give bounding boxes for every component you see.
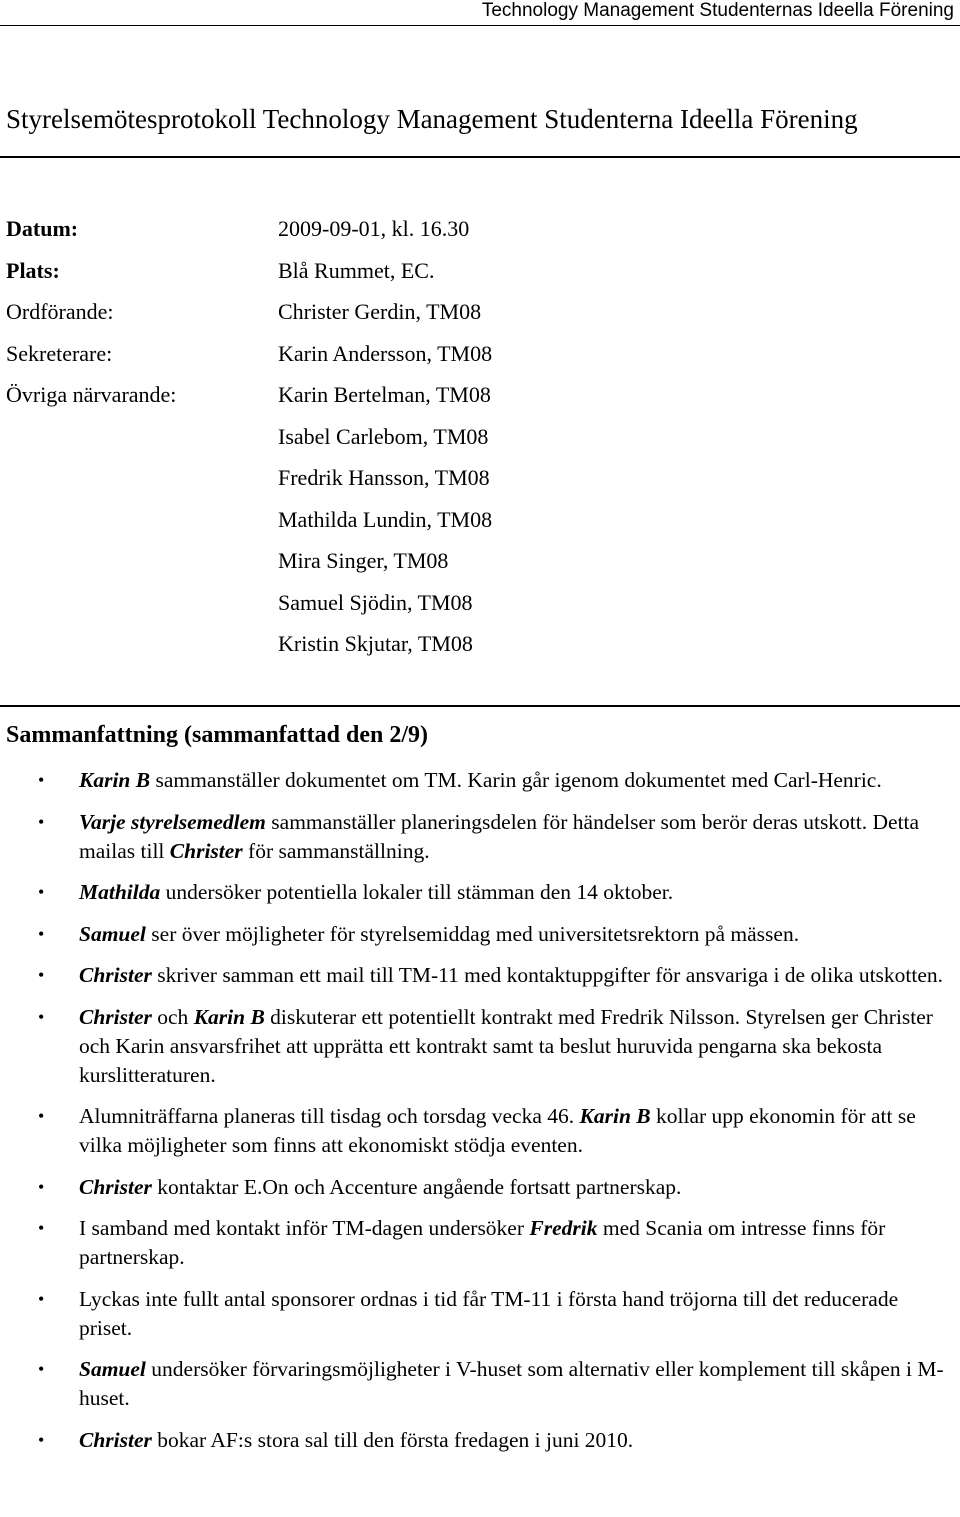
- item-text: och: [151, 1004, 194, 1029]
- item-text: Lyckas inte fullt antal sponsorer ordnas i tid får TM-11 i första hand tröjorna till det reducerade priset.: [79, 1286, 899, 1340]
- bullet-icon: •: [38, 1006, 45, 1027]
- meta-value: Karin Andersson, TM08: [278, 340, 493, 366]
- item-text: bokar AF:s stora sal till den första fredagen i juni 2010.: [151, 1427, 634, 1452]
- list-item: [0, 808, 960, 866]
- bullet-icon: •: [38, 965, 45, 985]
- person-name: Christer: [169, 838, 243, 863]
- list-item: [0, 920, 960, 949]
- meta-row: [6, 298, 946, 340]
- bullet-icon: •: [38, 1218, 45, 1238]
- list-item: [0, 1003, 960, 1090]
- person-name: Fredrik: [529, 1216, 598, 1240]
- item-text: Alumniträffarna planeras till tisdag och torsdag vecka 46.: [79, 1104, 580, 1128]
- meta-label: [6, 630, 278, 672]
- list-item: [0, 1214, 960, 1272]
- bullet-icon: •: [38, 811, 45, 832]
- meta-label: [6, 506, 278, 548]
- meta-value: Samuel Sjödin, TM08: [278, 589, 473, 615]
- bullet-icon: •: [38, 770, 45, 790]
- person-name: Samuel: [79, 921, 146, 946]
- meta-label: Plats:: [6, 257, 60, 283]
- meeting-details: [6, 215, 946, 672]
- meta-value: Blå Rummet, EC.: [278, 257, 435, 283]
- meta-row: [6, 464, 946, 506]
- meta-value: Kristin Skjutar, TM08: [278, 631, 473, 656]
- list-item: [0, 878, 960, 907]
- item-text: ser över möjligheter för styrelsemiddag med universitetsrektorn på mässen.: [145, 921, 800, 946]
- person-name: Varje styrelsemedlem: [79, 809, 266, 834]
- meta-label: [6, 589, 278, 631]
- item-text: diskuterar ett potentiellt kontrakt med Fredrik Nilsson. Styrelsen ger Christer och Karin ansvarsfrihet att upprätta ett kontrakt samt ta beslut huruvida pengarna ska bekosta kurslitteraturen.: [79, 1004, 933, 1087]
- item-text: för sammanställning.: [242, 838, 430, 863]
- list-item: [0, 766, 960, 795]
- running-header-text: Technology Management Studenternas Ideella Förening: [481, 0, 954, 21]
- item-text: kollar upp ekonomin för att se vilka möjligheter som finns att ekonomiskt stödja eventen.: [79, 1104, 916, 1157]
- meta-row: [6, 257, 946, 299]
- item-text: skriver samman ett mail till TM-11 med kontaktuppgifter för ansvariga i de olika utskotten.: [151, 963, 944, 987]
- bullet-icon: •: [38, 1359, 45, 1379]
- meta-label: Datum:: [6, 216, 79, 241]
- meta-value: Fredrik Hansson, TM08: [278, 465, 490, 490]
- person-name: Samuel: [79, 1357, 146, 1381]
- meta-row: [6, 630, 946, 672]
- meta-label: [6, 547, 278, 589]
- list-item: [0, 1173, 960, 1202]
- section-title: Sammanfattning (sammanfattad den 2/9): [6, 722, 429, 748]
- item-text: undersöker förvaringsmöjligheter i V-huset som alternativ eller komplement till skåpen i M-huset.: [79, 1357, 944, 1410]
- bullet-icon: •: [38, 1176, 45, 1197]
- meta-value: Isabel Carlebom, TM08: [278, 423, 489, 449]
- title-divider: [0, 156, 960, 158]
- item-text: sammanställer planeringsdelen för händelser som berör deras utskott. Detta mailas till: [79, 809, 920, 863]
- list-item: [0, 1426, 960, 1455]
- meta-label: [6, 464, 278, 506]
- item-text: I samband med kontakt inför TM-dagen undersöker: [79, 1216, 530, 1240]
- item-text: undersöker potentiella lokaler till stämman den 14 oktober.: [160, 880, 674, 904]
- meta-row: [6, 340, 946, 382]
- meta-value: Christer Gerdin, TM08: [278, 299, 482, 324]
- meta-value: 2009-09-01, kl. 16.30: [278, 216, 470, 241]
- meta-row: [6, 589, 946, 631]
- person-name: Mathilda: [79, 880, 161, 904]
- meta-row: [6, 215, 946, 257]
- header-divider: [0, 25, 960, 26]
- list-item: [0, 1285, 960, 1343]
- document-title: Styrelsemötesprotokoll Technology Management Studenterna Ideella Förening: [6, 104, 858, 134]
- meta-label: [6, 423, 278, 465]
- person-name: Karin B: [193, 1004, 265, 1029]
- person-name: Karin B: [79, 768, 151, 792]
- meta-row: [6, 423, 946, 465]
- item-text: med Scania om intresse finns för partnerskap.: [79, 1216, 886, 1269]
- bullet-icon: •: [38, 1429, 45, 1450]
- summary-list: [0, 766, 960, 1467]
- meta-row: [6, 506, 946, 548]
- person-name: Christer: [79, 1427, 152, 1452]
- section-divider: [0, 705, 960, 707]
- bullet-icon: •: [38, 882, 45, 902]
- meta-label: Övriga närvarande:: [6, 382, 177, 407]
- meta-row: [6, 381, 946, 423]
- meta-value: Mathilda Lundin, TM08: [278, 506, 493, 532]
- list-item: [0, 961, 960, 990]
- bullet-icon: •: [38, 1106, 45, 1126]
- person-name: Karin B: [579, 1104, 651, 1128]
- bullet-icon: •: [38, 923, 45, 944]
- meta-value: Karin Bertelman, TM08: [278, 382, 491, 407]
- meta-label: Ordförande:: [6, 299, 114, 324]
- meta-row: [6, 547, 946, 589]
- person-name: Christer: [79, 1004, 152, 1029]
- list-item: [0, 1102, 960, 1160]
- meta-value: Mira Singer, TM08: [278, 548, 449, 573]
- person-name: Christer: [79, 1174, 152, 1199]
- meta-label: Sekreterare:: [6, 340, 113, 366]
- list-item: [0, 1355, 960, 1413]
- running-header: [0, 0, 960, 24]
- bullet-icon: •: [38, 1288, 45, 1309]
- item-text: kontaktar E.On och Accenture angående fortsatt partnerskap.: [151, 1174, 682, 1199]
- item-text: sammanställer dokumentet om TM. Karin går igenom dokumentet med Carl-Henric.: [150, 768, 882, 792]
- person-name: Christer: [79, 963, 152, 987]
